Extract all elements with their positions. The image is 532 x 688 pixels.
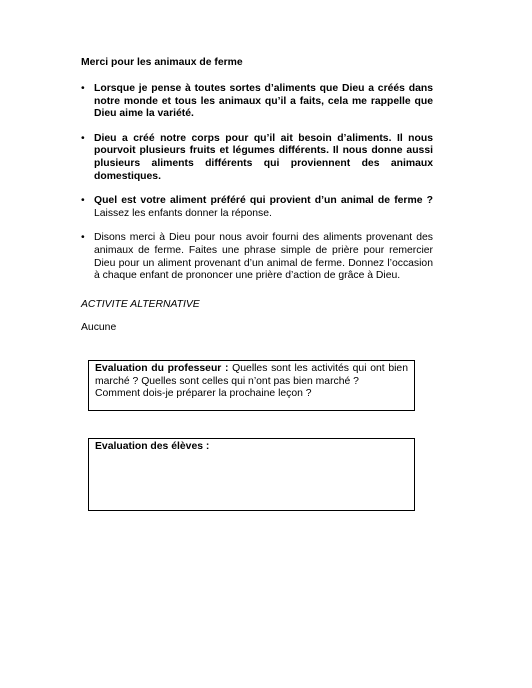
student-evaluation-box	[88, 438, 415, 511]
list-item	[81, 195, 433, 220]
teacher-evaluation-box	[88, 360, 415, 411]
item-text: Disons merci à Dieu pour nous avoir fourni des aliments provenant des animaux de ferme. Faites une phrase simple de prière pour remercier Dieu pour un aliment provenant d’un animal de ferme. Donnez l’occasion à chaque enfant de prononcer une prière d’action de grâce à Dieu.	[94, 232, 433, 282]
section-title: Merci pour les animaux de ferme	[81, 57, 243, 68]
list-item	[81, 133, 433, 183]
teacher-evaluation-text: Quelles sont les activités qui ont bien marché ? Quelles sont celles qui n’ont pas bien marché ?	[95, 363, 408, 387]
list-item	[81, 232, 433, 282]
item-text: Laissez les enfants donner la réponse.	[94, 207, 272, 219]
bullet-icon: •	[81, 83, 85, 94]
student-evaluation-label: Evaluation des élèves :	[95, 441, 210, 452]
teacher-evaluation-label: Evaluation du professeur :	[95, 363, 229, 374]
alternative-activity-heading: ACTIVITE ALTERNATIVE	[81, 299, 200, 310]
bullet-icon: •	[81, 132, 85, 144]
alternative-activity-value: Aucune	[81, 322, 117, 333]
item-bold-text: Dieu a créé notre corps pour qu’il ait besoin d’aliments. Il nous pourvoit plusieurs fruits et légumes différents. Il nous donne aussi plusieurs aliments différents qui proviennent des animaux domestiques.	[94, 132, 433, 182]
bullet-icon: •	[81, 195, 85, 207]
bullet-list	[81, 83, 433, 295]
bullet-icon: •	[81, 232, 85, 244]
item-bold-text: Quel est votre aliment préféré qui provient d’un animal de ferme ?	[94, 195, 433, 207]
teacher-evaluation-line2: Comment dois-je préparer la prochaine leçon ?	[95, 388, 312, 400]
list-item	[81, 83, 433, 121]
item-bold-text: Lorsque je pense à toutes sortes d’aliments que Dieu a créés dans notre monde et tous les animaux qu’il a faits, cela me rappelle que Dieu aime la variété.	[94, 83, 433, 120]
